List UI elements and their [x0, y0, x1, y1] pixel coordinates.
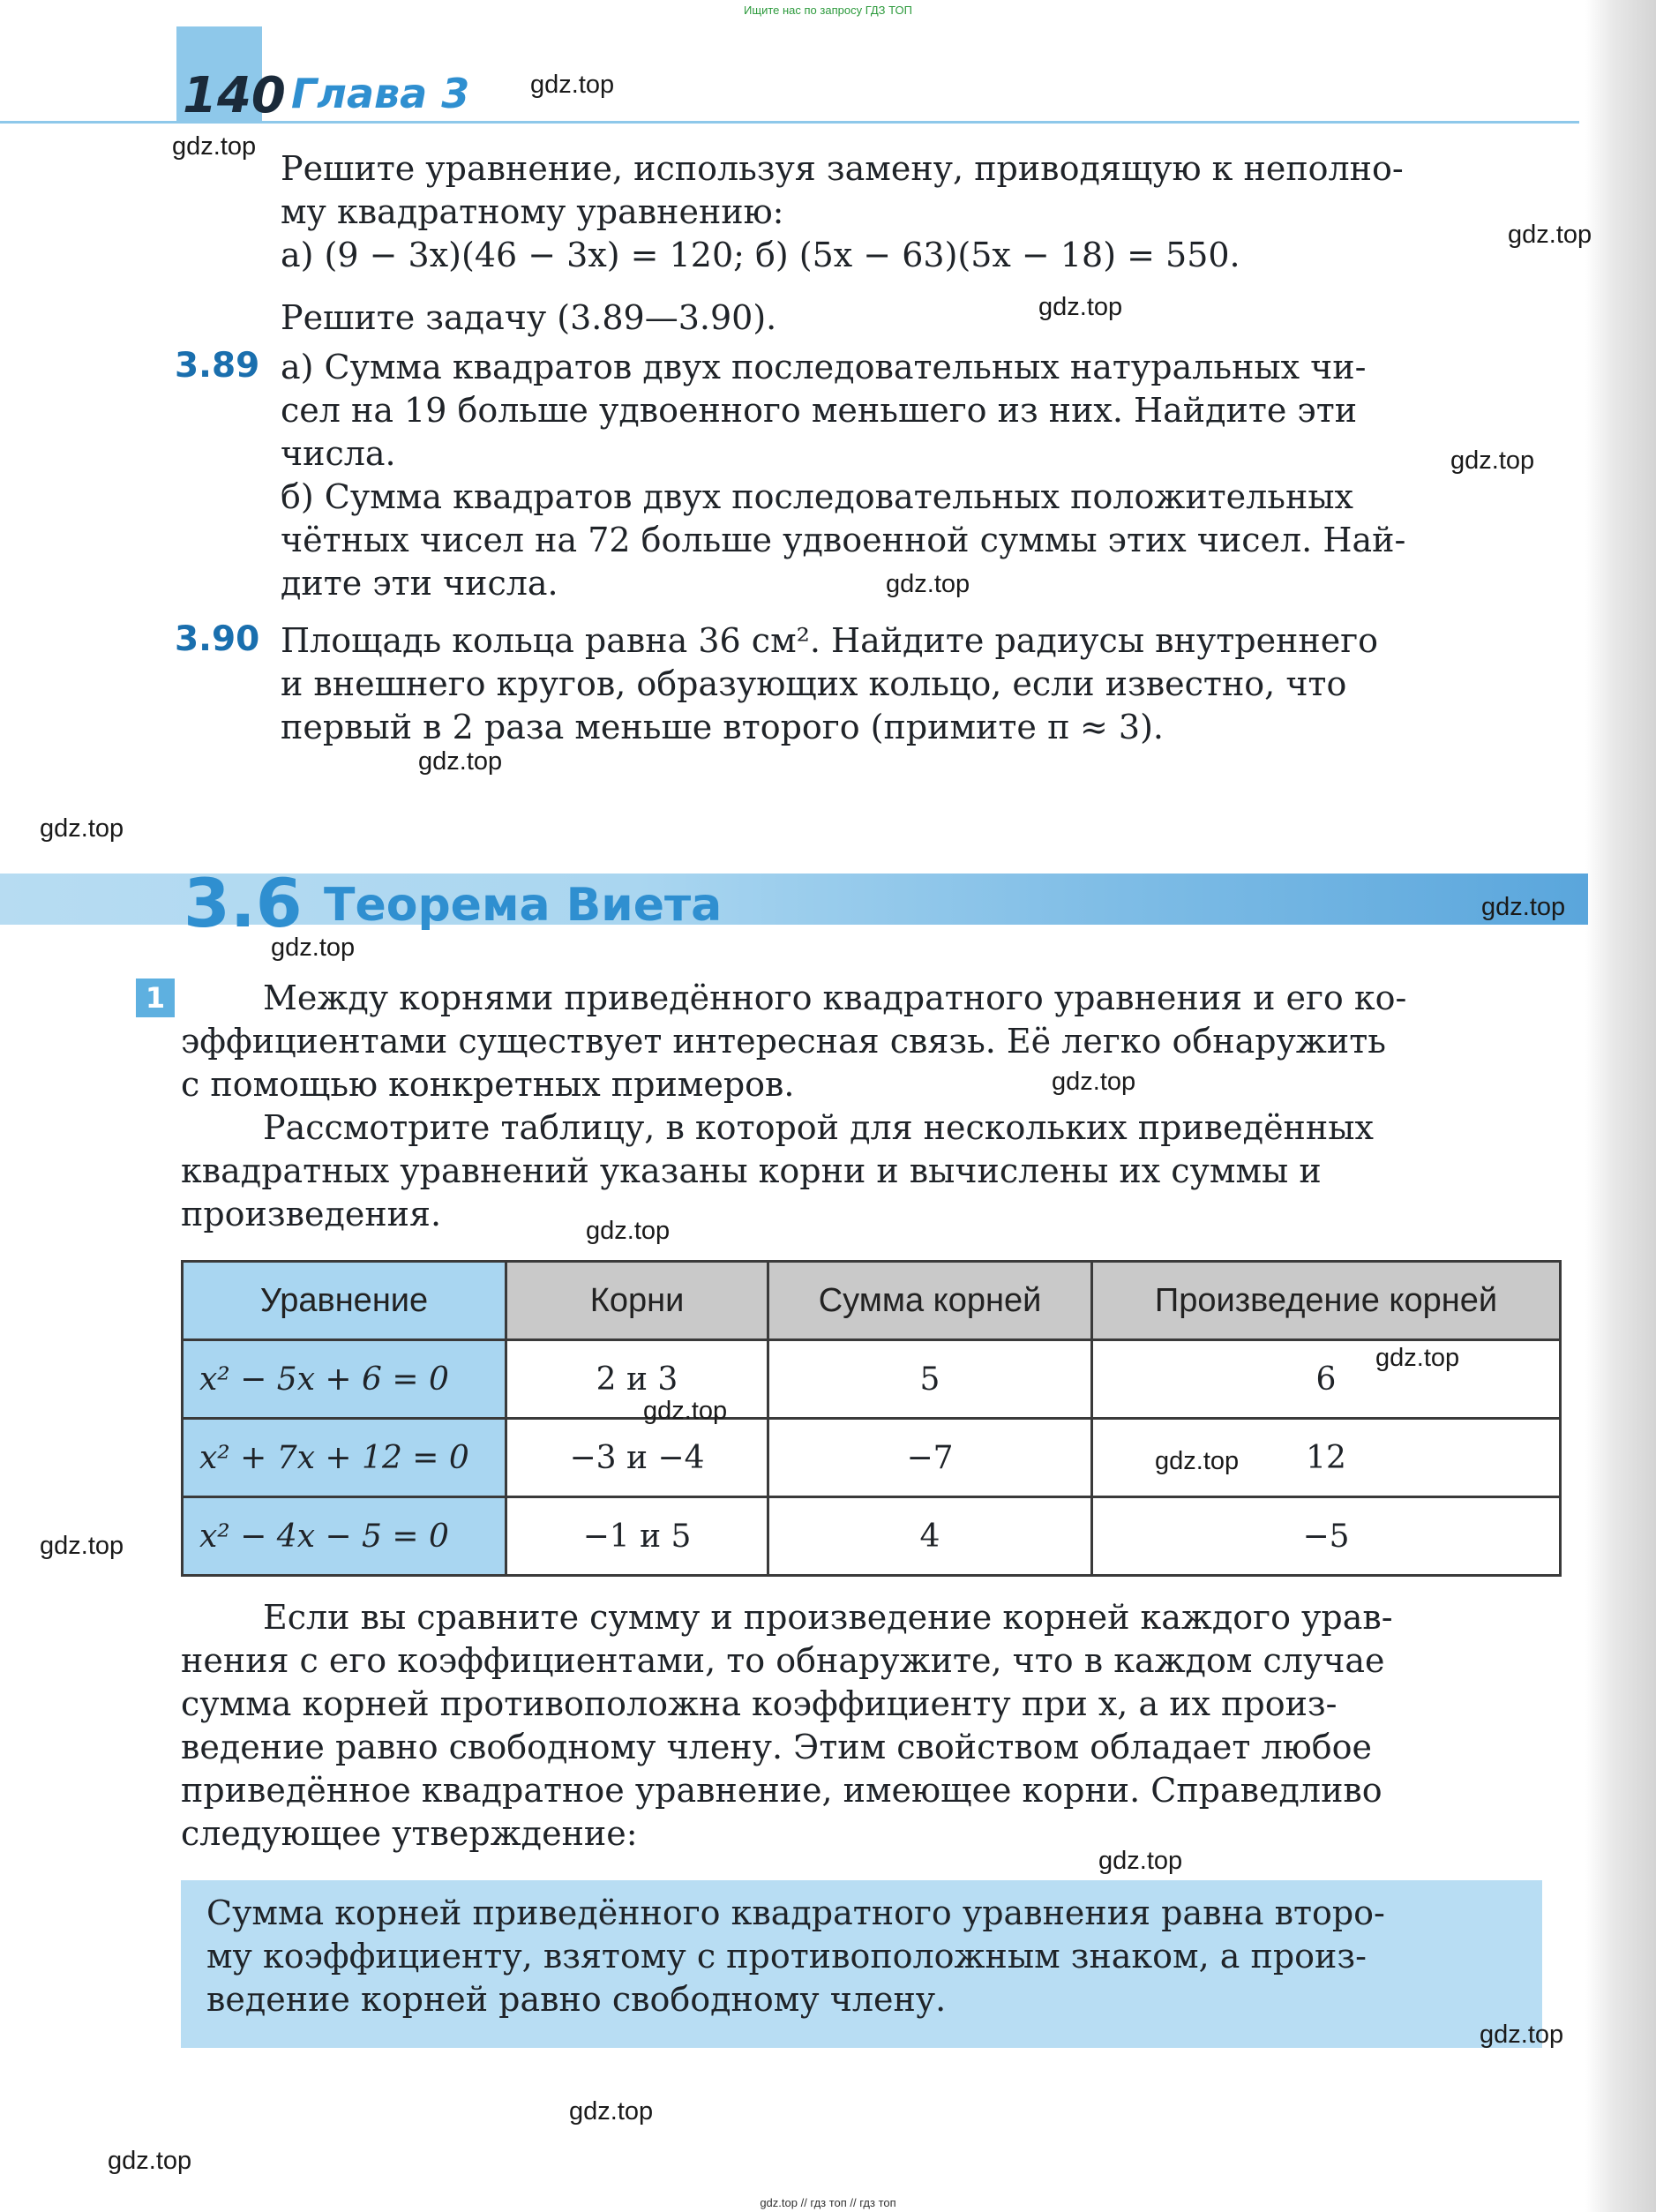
equation-cell: x² − 4x − 5 = 0 — [183, 1497, 506, 1576]
section-number: 3.6 — [184, 864, 303, 942]
table-header-cell: Произведение корней — [1092, 1262, 1561, 1340]
section-title: Теорема Виета — [324, 879, 723, 932]
problem-line: чётных чисел на 72 больше удвоенной суммы этих чисел. Най- — [281, 521, 1406, 559]
problem-389-a — [281, 346, 1560, 476]
problem-number-389: 3.89 — [175, 346, 260, 386]
watermark-label: gdz.top — [418, 747, 503, 776]
problem-line: дите эти числа. — [281, 564, 558, 603]
roots-cell: 2 и 3 — [506, 1340, 768, 1419]
table-header-cell: Корни — [506, 1262, 768, 1340]
theorem-line: му коэффициенту, взятому с противоположным знаком, а произ- — [206, 1937, 1367, 1976]
point-marker: 1 — [136, 979, 175, 1017]
paragraph-line: Между корнями приведённого квадратного уравнения и его ко- — [263, 979, 1407, 1017]
watermark-label: gdz.top — [530, 71, 615, 99]
paragraph-2 — [181, 1106, 1560, 1236]
watermark-label: gdz.top — [172, 132, 257, 161]
paragraph-1 — [181, 977, 1560, 1106]
watermark-label: gdz.top — [1375, 1344, 1460, 1372]
paragraph-line: сумма корней противоположна коэффициенту при x, а их произ- — [181, 1684, 1338, 1723]
paragraph-line: следующее утверждение: — [181, 1814, 638, 1853]
theorem-line: ведение корней равно свободному члену. — [206, 1980, 947, 2019]
watermark-label: gdz.top — [886, 570, 970, 598]
product-cell: −5 — [1092, 1497, 1561, 1576]
paragraph-line: Рассмотрите таблицу, в которой для нескольких приведённых — [263, 1108, 1374, 1147]
equation-cell: x² − 5x + 6 = 0 — [183, 1340, 506, 1419]
problem-line: и внешнего кругов, образующих кольцо, если известно, что — [281, 664, 1347, 703]
watermark-label: gdz.top — [569, 2097, 654, 2126]
table-header-cell: Уравнение — [183, 1262, 506, 1340]
product-cell: 12 — [1092, 1419, 1561, 1497]
paragraph-line: эффициентами существует интересная связь. Её легко обнаружить — [181, 1022, 1386, 1061]
sum-cell: 5 — [768, 1340, 1092, 1419]
sum-cell: 4 — [768, 1497, 1092, 1576]
problem-line: б) Сумма квадратов двух последовательных положительных — [281, 477, 1353, 516]
intro-line: а) (9 − 3x)(46 − 3x) = 120; б) (5x − 63)(5x − 18) = 550. — [281, 236, 1240, 274]
intro-line: Решите уравнение, используя замену, приводящую к неполно- — [281, 149, 1404, 188]
paragraph-3 — [181, 1596, 1560, 1856]
paragraph-line: произведения. — [181, 1195, 442, 1233]
problem-390 — [281, 619, 1560, 749]
roots-cell: −3 и −4 — [506, 1419, 768, 1497]
task-group-line: Решите задачу (3.89—3.90). — [281, 298, 777, 337]
page-fold-shadow — [1585, 0, 1656, 2212]
problem-line: а) Сумма квадратов двух последовательных натуральных чи- — [281, 348, 1367, 386]
watermark-label: gdz.top — [1098, 1847, 1183, 1875]
table-header-cell: Сумма корней — [768, 1262, 1092, 1340]
roots-cell: −1 и 5 — [506, 1497, 768, 1576]
paragraph-line: Если вы сравните сумму и произведение корней каждого урав- — [263, 1598, 1393, 1637]
watermark-label: gdz.top — [271, 934, 356, 962]
table-row — [183, 1497, 1561, 1576]
problem-line: сел на 19 больше удвоенного меньшего из них. Найдите эти — [281, 391, 1358, 430]
problem-line: Площадь кольца равна 36 см². Найдите радиусы внутреннего — [281, 621, 1378, 660]
watermark-label: gdz.top — [1038, 293, 1123, 321]
problem-line: первый в 2 раза меньше второго (примите π ≈ 3). — [281, 708, 1165, 746]
roots-table — [181, 1260, 1562, 1577]
problem-number-390: 3.90 — [175, 619, 260, 659]
watermark-label: gdz.top — [1450, 446, 1535, 475]
watermark-label: gdz.top — [1480, 2021, 1564, 2049]
watermark-label: gdz.top — [40, 814, 124, 843]
problem-line: числа. — [281, 434, 396, 473]
product-cell: 6 — [1092, 1340, 1561, 1419]
table-header-row — [183, 1262, 1561, 1340]
table-row — [183, 1340, 1561, 1419]
theorem-text — [206, 1892, 1530, 2021]
intro-paragraph — [281, 147, 1560, 277]
watermark-label: gdz.top — [1052, 1068, 1136, 1096]
watermark-label: gdz.top — [1508, 221, 1592, 249]
watermark-label: gdz.top — [40, 1532, 124, 1560]
intro-line: му квадратному уравнению: — [281, 192, 784, 231]
paragraph-line: ведение равно свободному члену. Этим свойством обладает любое — [181, 1728, 1372, 1766]
watermark-label: gdz.top — [1481, 893, 1566, 921]
page-number: 140 — [183, 67, 286, 124]
equation-cell: x² + 7x + 12 = 0 — [183, 1419, 506, 1497]
chapter-title: Глава 3 — [291, 70, 470, 117]
theorem-line: Сумма корней приведённого квадратного уравнения равна второ- — [206, 1893, 1385, 1932]
watermark-label: gdz.top — [1155, 1447, 1240, 1475]
watermark-label: gdz.top — [108, 2147, 192, 2175]
watermark-label: gdz.top — [643, 1397, 728, 1425]
bottom-watermark-note: gdz.top // гдз топ // гдз топ — [760, 2196, 896, 2209]
table-row — [183, 1419, 1561, 1497]
paragraph-line: нения с его коэффициентами, то обнаружите, что в каждом случае — [181, 1641, 1385, 1680]
task-group-heading — [281, 296, 1560, 340]
top-watermark-note: Ищите нас по запросу ГДЗ ТОП — [744, 4, 912, 17]
sum-cell: −7 — [768, 1419, 1092, 1497]
paragraph-line: приведённое квадратное уравнение, имеющее корни. Справедливо — [181, 1771, 1382, 1810]
watermark-label: gdz.top — [586, 1217, 671, 1245]
paragraph-line: с помощью конкретных примеров. — [181, 1065, 795, 1104]
paragraph-line: квадратных уравнений указаны корни и вычислены их суммы и — [181, 1151, 1322, 1190]
